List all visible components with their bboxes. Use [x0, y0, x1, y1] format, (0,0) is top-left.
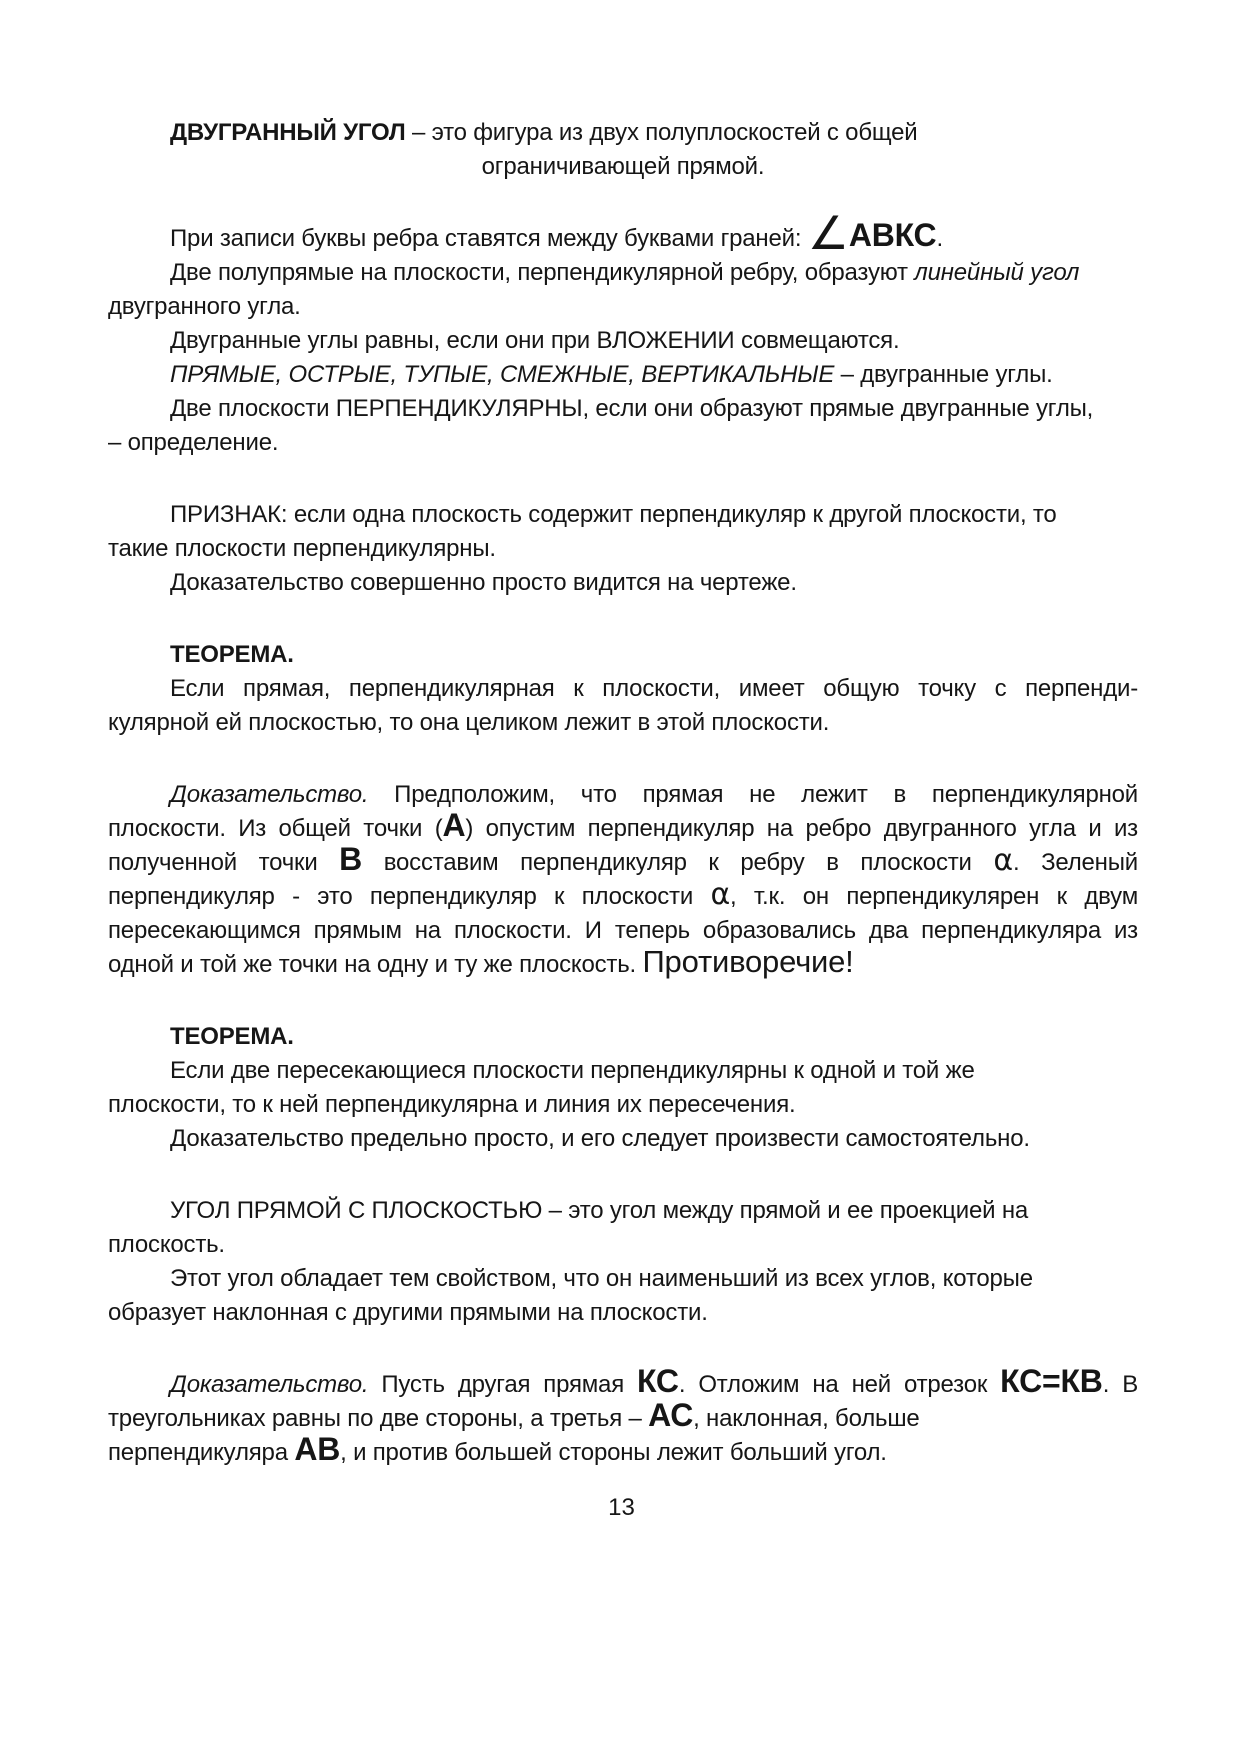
text-segment: . Отложим на ней отрезок	[678, 1371, 1001, 1398]
text-line	[108, 914, 1138, 948]
text-line	[108, 392, 1138, 426]
text-segment: – двугранные углы.	[834, 361, 1053, 388]
text-segment: одной и той же точки на одну и ту же плоскость.	[108, 951, 643, 978]
text-line	[108, 324, 1138, 358]
text-segment: Доказательство.	[170, 1371, 369, 1398]
text-line	[108, 1054, 1138, 1088]
paragraph-proof-note	[108, 566, 1138, 600]
text-segment: ограничивающей прямой.	[481, 153, 765, 180]
text-segment: В	[339, 841, 363, 877]
paragraph-perpendicular-planes	[108, 392, 1138, 460]
page-number: 13	[608, 1494, 635, 1521]
text-line	[108, 1363, 1138, 1402]
text-segment: Доказательство совершенно просто видится на чертеже.	[170, 569, 797, 596]
text-line	[108, 1397, 1138, 1436]
text-segment: кулярной ей плоскостью, то она целиком лежит в этой плоскости.	[108, 709, 830, 736]
theorem-1-proof	[108, 778, 1138, 982]
alpha-symbol: α	[710, 877, 731, 912]
paragraph-linear-angle	[108, 256, 1138, 324]
text-segment: Две полупрямые на плоскости, перпендикулярной ребру, образуют	[170, 259, 915, 286]
text-segment: ПРИЗНАК: если одна плоскость содержит перпендикуляр к другой плоскости, то	[170, 501, 1057, 528]
text-segment: двугранного угла.	[108, 293, 301, 320]
text-line	[108, 778, 1138, 812]
text-line	[108, 566, 1138, 600]
document-page-content	[108, 116, 1138, 1470]
text-segment: – определение.	[108, 429, 279, 456]
text-line	[108, 150, 1138, 184]
text-segment: УГОЛ ПРЯМОЙ С ПЛОСКОСТЬЮ – это угол между прямой и ее проекцией на	[170, 1197, 1029, 1224]
text-line	[108, 1020, 1138, 1054]
text-segment: Если две пересекающиеся плоскости перпендикулярны к одной и той же	[170, 1057, 975, 1084]
text-segment: Доказательство предельно просто, и его следует произвести самостоятельно.	[170, 1125, 1030, 1152]
angle-icon: ∠	[807, 206, 849, 260]
theorem-1-statement	[108, 672, 1138, 740]
text-line	[108, 1194, 1138, 1228]
text-line	[108, 532, 1138, 566]
text-segment: , и против большей стороны лежит больший угол.	[340, 1439, 887, 1466]
text-segment: ТЕОРЕМА.	[170, 1023, 294, 1050]
definition-dihedral-angle	[108, 116, 1138, 184]
text-line	[108, 672, 1138, 706]
text-line	[108, 290, 1138, 324]
text-segment: пересекающимся прямым на плоскости. И теперь образовались два перпендикуляра из	[108, 917, 1138, 944]
text-segment: Противоречие!	[642, 944, 854, 979]
text-line	[108, 1122, 1138, 1156]
text-segment: АВ	[294, 1431, 341, 1467]
text-segment: АВКС	[848, 217, 937, 253]
text-segment: ДВУГРАННЫЙ УГОЛ	[170, 119, 406, 146]
text-segment: ) опустим перпендикуляр на ребро двугранного угла и из	[465, 815, 1138, 842]
text-line	[108, 256, 1138, 290]
text-segment: перпендикуляр - это перпендикуляр к плоскости	[108, 883, 711, 910]
theorem-1-heading	[108, 638, 1138, 672]
text-segment: – это фигура из двух полуплоскостей с общей	[405, 119, 918, 146]
text-segment: Этот угол обладает тем свойством, что он наименьший из всех углов, которые	[170, 1265, 1033, 1292]
theorem-2-heading	[108, 1020, 1138, 1054]
text-segment: КС=КВ	[1000, 1363, 1103, 1399]
text-segment: образует наклонная с другими прямыми на плоскости.	[108, 1299, 708, 1326]
alpha-symbol: α	[993, 843, 1013, 878]
text-line	[108, 116, 1138, 150]
text-line	[108, 498, 1138, 532]
text-segment: АС	[648, 1397, 694, 1433]
text-line	[108, 1228, 1138, 1262]
text-line	[108, 1296, 1138, 1330]
text-segment: Двугранные углы равны, если они при ВЛОЖЕНИИ совмещаются.	[170, 327, 900, 354]
text-segment: Если прямая, перпендикулярная к плоскости, имеет общую точку с перпенди-	[170, 675, 1138, 702]
text-line	[108, 807, 1138, 846]
theorem-2-statement	[108, 1054, 1138, 1122]
text-segment: При записи буквы ребра ставятся между буквами граней:	[170, 225, 808, 252]
text-line	[108, 841, 1138, 880]
text-line	[108, 426, 1138, 460]
text-segment: ТЕОРЕМА.	[170, 641, 294, 668]
text-segment: Две плоскости ПЕРПЕНДИКУЛЯРНЫ, если они образуют прямые двугранные углы,	[170, 395, 1094, 422]
text-segment: плоскость.	[108, 1231, 225, 1258]
text-segment: линейный угол	[914, 259, 1080, 286]
text-line	[108, 944, 1138, 982]
text-segment: плоскости. Из общей точки (	[108, 815, 443, 842]
text-line	[108, 1262, 1138, 1296]
text-line	[108, 206, 1138, 260]
text-segment: , т.к. он перпендикулярен к двум	[730, 883, 1138, 910]
text-line	[108, 706, 1138, 740]
text-line	[108, 1431, 1138, 1470]
text-segment: . Зеленый	[1012, 849, 1138, 876]
paragraph-proof-line-plane	[108, 1363, 1138, 1470]
text-segment: Доказательство.	[170, 781, 369, 808]
paragraph-angle-types	[108, 358, 1138, 392]
text-segment: ПРЯМЫЕ, ОСТРЫЕ, ТУПЫЕ, СМЕЖНЫЕ, ВЕРТИКАЛЬНЫЕ	[170, 361, 835, 388]
text-line	[108, 638, 1138, 672]
text-segment: плоскости, то к ней перпендикулярна и линия их пересечения.	[108, 1091, 796, 1118]
text-line	[108, 877, 1138, 914]
text-segment: восставим перпендикуляр к ребру в плоскости	[362, 849, 994, 876]
text-segment: .	[936, 225, 943, 252]
text-segment: , наклонная, больше	[693, 1405, 920, 1432]
text-segment: Пусть другая прямая	[368, 1371, 638, 1398]
text-segment: треугольниках равны по две стороны, а третья –	[108, 1405, 649, 1432]
definition-line-plane-angle	[108, 1194, 1138, 1262]
text-segment: КС	[637, 1363, 679, 1399]
text-segment: Предположим, что прямая не лежит в перпендикулярной	[368, 781, 1138, 808]
text-segment: перпендикуляра	[108, 1439, 295, 1466]
paragraph-criterion	[108, 498, 1138, 566]
text-segment: . В	[1102, 1371, 1138, 1398]
text-segment: А	[442, 807, 466, 843]
paragraph-notation	[108, 206, 1138, 260]
text-line	[108, 1088, 1138, 1122]
paragraph-equal-angles	[108, 324, 1138, 358]
text-segment: полученной точки	[108, 849, 340, 876]
text-segment: такие плоскости перпендикулярны.	[108, 535, 496, 562]
paragraph-smallest-angle	[108, 1262, 1138, 1330]
text-line	[108, 358, 1138, 392]
theorem-2-proof-note	[108, 1122, 1138, 1156]
